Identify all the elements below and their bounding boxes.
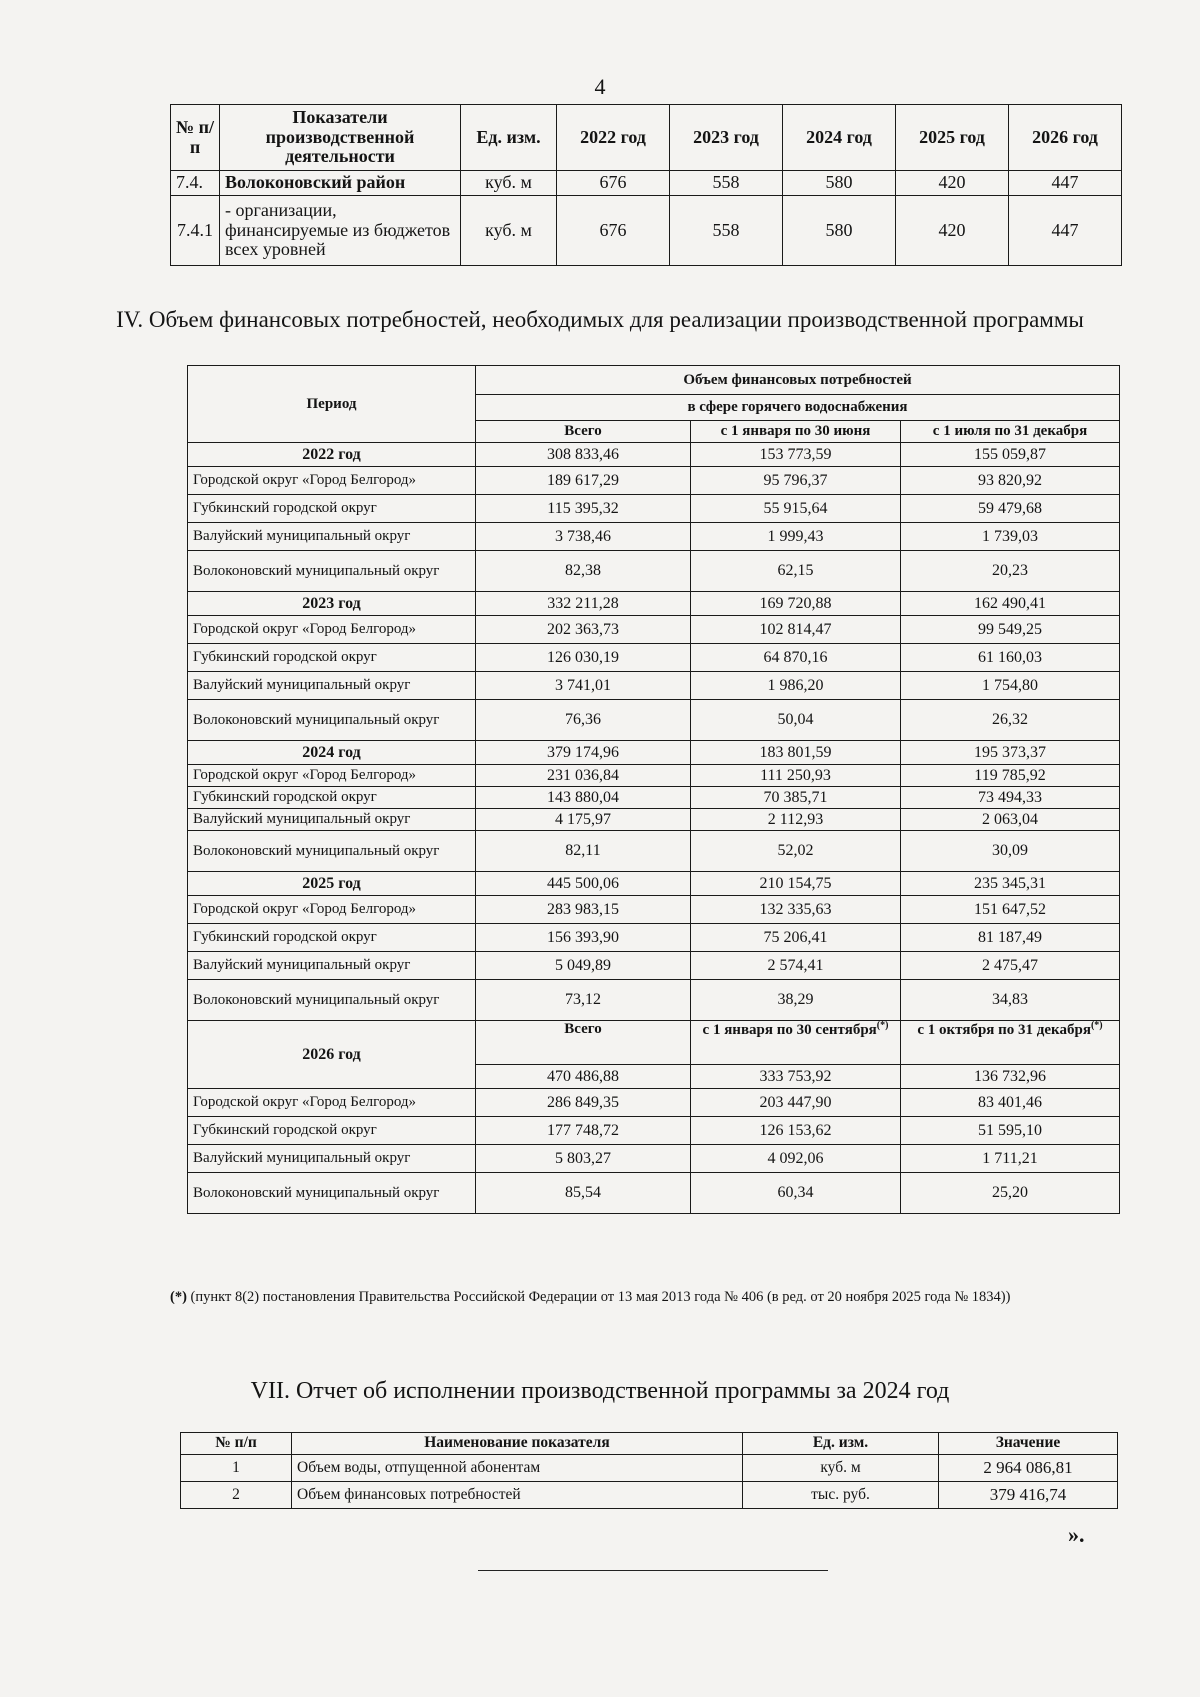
cell-value: 76,36 xyxy=(476,700,691,741)
cell-value: 143 880,04 xyxy=(476,787,691,809)
cell-value: 20,23 xyxy=(901,551,1120,592)
district-name: Волоконовский муниципальный округ xyxy=(188,831,476,872)
cell-value: 59 479,68 xyxy=(901,495,1120,523)
row-unit: куб. м xyxy=(461,171,557,196)
cell-value: 61 160,03 xyxy=(901,644,1120,672)
row-name: Волоконовский район xyxy=(220,171,461,196)
cell-value: 38,29 xyxy=(691,980,901,1021)
table-row xyxy=(188,672,1120,700)
cell-value: 558 xyxy=(670,171,783,196)
cell-value: 85,54 xyxy=(476,1173,691,1214)
district-name: Валуйский муниципальный округ xyxy=(188,523,476,551)
table-row xyxy=(188,495,1120,523)
cell-value: 95 796,37 xyxy=(691,467,901,495)
cell-value: 4 092,06 xyxy=(691,1145,901,1173)
district-name: Волоконовский муниципальный округ xyxy=(188,700,476,741)
col-header-text: с 1 января по 30 сентября xyxy=(702,1022,877,1038)
cell-value: 55 915,64 xyxy=(691,495,901,523)
cell-value: 177 748,72 xyxy=(476,1117,691,1145)
row-name: Объем финансовых потребностей xyxy=(292,1482,743,1509)
row-name: Объем воды, отпущенной абонентам xyxy=(292,1455,743,1482)
cell-value: 156 393,90 xyxy=(476,924,691,952)
sub-header: в сфере горячего водоснабжения xyxy=(476,395,1120,421)
year-header-row xyxy=(188,1021,1120,1065)
footnote-mark: (*) xyxy=(170,1289,187,1305)
table-row xyxy=(188,616,1120,644)
cell-value: 580 xyxy=(783,196,896,266)
cell-value: 308 833,46 xyxy=(476,443,691,467)
cell-value: 333 753,92 xyxy=(691,1065,901,1089)
cell-value: 676 xyxy=(557,196,670,266)
cell-value: 1 754,80 xyxy=(901,672,1120,700)
row-value: 2 964 086,81 xyxy=(939,1455,1118,1482)
cell-value: 195 373,37 xyxy=(901,741,1120,765)
table-row xyxy=(188,952,1120,980)
cell-value: 26,32 xyxy=(901,700,1120,741)
col-header-2022: 2022 год xyxy=(557,105,670,171)
row-unit: куб. м xyxy=(743,1455,939,1482)
cell-value: 153 773,59 xyxy=(691,443,901,467)
cell-value: 231 036,84 xyxy=(476,765,691,787)
row-num: 2 xyxy=(181,1482,292,1509)
cell-value: 379 174,96 xyxy=(476,741,691,765)
cell-value: 155 059,87 xyxy=(901,443,1120,467)
cell-value: 64 870,16 xyxy=(691,644,901,672)
cell-value: 30,09 xyxy=(901,831,1120,872)
footnote-ref: (*) xyxy=(1090,1020,1103,1031)
col-header-2026 xyxy=(691,1021,901,1065)
district-name: Волоконовский муниципальный округ xyxy=(188,551,476,592)
cell-value: 447 xyxy=(1009,196,1122,266)
col-header-text: Всего xyxy=(564,1021,602,1037)
cell-value: 4 175,97 xyxy=(476,809,691,831)
col-header-num: № п/п xyxy=(171,105,220,171)
cell-value: 445 500,06 xyxy=(476,872,691,896)
cell-value: 73 494,33 xyxy=(901,787,1120,809)
cell-value: 283 983,15 xyxy=(476,896,691,924)
closing-mark: ». xyxy=(1068,1522,1085,1547)
district-name: Валуйский муниципальный округ xyxy=(188,672,476,700)
cell-value: 99 549,25 xyxy=(901,616,1120,644)
table-row xyxy=(188,809,1120,831)
row-num: 7.4. xyxy=(171,171,220,196)
cell-value: 119 785,92 xyxy=(901,765,1120,787)
table-row xyxy=(188,1145,1120,1173)
table-row xyxy=(188,467,1120,495)
table-row xyxy=(188,924,1120,952)
execution-report-table xyxy=(180,1432,1118,1509)
district-name: Городской округ «Город Белгород» xyxy=(188,467,476,495)
cell-value: 82,38 xyxy=(476,551,691,592)
cell-value: 5 049,89 xyxy=(476,952,691,980)
cell-value: 50,04 xyxy=(691,700,901,741)
section-4-title-text: IV. Объем финансовых потребностей, необходимых для реализации производственной программы xyxy=(116,307,1084,332)
cell-value: 5 803,27 xyxy=(476,1145,691,1173)
footnote-text: (пункт 8(2) постановления Правительства Российской Федерации от 13 мая 2013 года № 406 (в ред. от 20 ноября 2025 года № 1834)) xyxy=(190,1289,1011,1305)
table-row xyxy=(188,644,1120,672)
cell-value: 81 187,49 xyxy=(901,924,1120,952)
cell-value: 2 475,47 xyxy=(901,952,1120,980)
cell-value: 126 153,62 xyxy=(691,1117,901,1145)
table-row xyxy=(188,980,1120,1021)
table-row xyxy=(188,551,1120,592)
district-name: Губкинский городской округ xyxy=(188,787,476,809)
cell-value: 420 xyxy=(896,171,1009,196)
cell-value: 60,34 xyxy=(691,1173,901,1214)
district-name: Волоконовский муниципальный округ xyxy=(188,980,476,1021)
col-header-2023: 2023 год xyxy=(670,105,783,171)
cell-value: 183 801,59 xyxy=(691,741,901,765)
col-header-2026 xyxy=(476,1021,691,1065)
year-label: 2026 год xyxy=(188,1021,476,1089)
year-total-row xyxy=(188,741,1120,765)
cell-value: 115 395,32 xyxy=(476,495,691,523)
district-name: Городской округ «Город Белгород» xyxy=(188,616,476,644)
cell-value: 25,20 xyxy=(901,1173,1120,1214)
cell-value: 162 490,41 xyxy=(901,592,1120,616)
cell-value: 203 447,90 xyxy=(691,1089,901,1117)
cell-value: 52,02 xyxy=(691,831,901,872)
table-row xyxy=(188,765,1120,787)
cell-value: 132 335,63 xyxy=(691,896,901,924)
col-header-text: с 1 октября по 31 декабря xyxy=(917,1022,1091,1038)
col-header-num: № п/п xyxy=(181,1433,292,1455)
table-row xyxy=(188,896,1120,924)
cell-value: 111 250,93 xyxy=(691,765,901,787)
divider-line xyxy=(478,1570,828,1571)
cell-value: 286 849,35 xyxy=(476,1089,691,1117)
cell-value: 210 154,75 xyxy=(691,872,901,896)
row-num: 7.4.1 xyxy=(171,196,220,266)
col-header-unit: Ед. изм. xyxy=(743,1433,939,1455)
cell-value: 126 030,19 xyxy=(476,644,691,672)
col-header-name: Наименование показателя xyxy=(292,1433,743,1455)
col-header: Всего xyxy=(476,421,691,443)
cell-value: 420 xyxy=(896,196,1009,266)
year-label: 2025 год xyxy=(188,872,476,896)
row-value: 379 416,74 xyxy=(939,1482,1118,1509)
district-name: Валуйский муниципальный округ xyxy=(188,809,476,831)
footnote-ref: (*) xyxy=(876,1020,889,1031)
table-row xyxy=(188,1173,1120,1214)
footnote xyxy=(170,1288,1118,1308)
table-row xyxy=(188,700,1120,741)
table-row xyxy=(188,831,1120,872)
district-name: Губкинский городской округ xyxy=(188,644,476,672)
cell-value: 75 206,41 xyxy=(691,924,901,952)
table-row xyxy=(171,171,1122,196)
year-label: 2023 год xyxy=(188,592,476,616)
year-total-row xyxy=(188,872,1120,896)
cell-value: 3 738,46 xyxy=(476,523,691,551)
col-header-indicator: Показатели производственной деятельности xyxy=(220,105,461,171)
table-row xyxy=(188,787,1120,809)
cell-value: 51 595,10 xyxy=(901,1117,1120,1145)
cell-value: 169 720,88 xyxy=(691,592,901,616)
production-indicators-table xyxy=(170,104,1122,266)
district-name: Губкинский городской округ xyxy=(188,924,476,952)
section-4-title xyxy=(0,306,1200,334)
col-header-2026 xyxy=(901,1021,1120,1065)
cell-value: 235 345,31 xyxy=(901,872,1120,896)
col-header-unit: Ед. изм. xyxy=(461,105,557,171)
table-row xyxy=(181,1482,1118,1509)
year-label: 2022 год xyxy=(188,443,476,467)
col-header: с 1 января по 30 июня xyxy=(691,421,901,443)
cell-value: 1 711,21 xyxy=(901,1145,1120,1173)
col-header-2026: 2026 год xyxy=(1009,105,1122,171)
cell-value: 151 647,52 xyxy=(901,896,1120,924)
row-unit: куб. м xyxy=(461,196,557,266)
district-name: Губкинский городской округ xyxy=(188,495,476,523)
district-name: Волоконовский муниципальный округ xyxy=(188,1173,476,1214)
cell-value: 70 385,71 xyxy=(691,787,901,809)
financial-needs-table xyxy=(187,365,1120,1214)
cell-value: 62,15 xyxy=(691,551,901,592)
col-header-2024: 2024 год xyxy=(783,105,896,171)
cell-value: 558 xyxy=(670,196,783,266)
table-row xyxy=(188,523,1120,551)
district-name: Губкинский городской округ xyxy=(188,1117,476,1145)
cell-value: 2 063,04 xyxy=(901,809,1120,831)
cell-value: 102 814,47 xyxy=(691,616,901,644)
cell-value: 580 xyxy=(783,171,896,196)
cell-value: 2 112,93 xyxy=(691,809,901,831)
col-header-value: Значение xyxy=(939,1433,1118,1455)
cell-value: 1 999,43 xyxy=(691,523,901,551)
cell-value: 189 617,29 xyxy=(476,467,691,495)
row-unit: тыс. руб. xyxy=(743,1482,939,1509)
table-row xyxy=(171,196,1122,266)
district-name: Городской округ «Город Белгород» xyxy=(188,765,476,787)
cell-value: 93 820,92 xyxy=(901,467,1120,495)
cell-value: 2 574,41 xyxy=(691,952,901,980)
cell-value: 34,83 xyxy=(901,980,1120,1021)
period-header: Период xyxy=(188,366,476,443)
cell-value: 3 741,01 xyxy=(476,672,691,700)
district-name: Валуйский муниципальный округ xyxy=(188,952,476,980)
cell-value: 1 986,20 xyxy=(691,672,901,700)
year-total-row xyxy=(188,592,1120,616)
page-number: 4 xyxy=(594,74,606,99)
header-row xyxy=(188,366,1120,395)
cell-value: 332 211,28 xyxy=(476,592,691,616)
table-row xyxy=(188,1117,1120,1145)
cell-value: 202 363,73 xyxy=(476,616,691,644)
cell-value: 470 486,88 xyxy=(476,1065,691,1089)
cell-value: 83 401,46 xyxy=(901,1089,1120,1117)
col-header: с 1 июля по 31 декабря xyxy=(901,421,1120,443)
cell-value: 73,12 xyxy=(476,980,691,1021)
table-row xyxy=(181,1455,1118,1482)
district-name: Городской округ «Город Белгород» xyxy=(188,896,476,924)
group-header: Объем финансовых потребностей xyxy=(476,366,1120,395)
col-header-2025: 2025 год xyxy=(896,105,1009,171)
district-name: Городской округ «Город Белгород» xyxy=(188,1089,476,1117)
row-name: - организации, финансируемые из бюджетов всех уровней xyxy=(220,196,461,266)
district-name: Валуйский муниципальный округ xyxy=(188,1145,476,1173)
cell-value: 82,11 xyxy=(476,831,691,872)
row-num: 1 xyxy=(181,1455,292,1482)
cell-value: 676 xyxy=(557,171,670,196)
cell-value: 1 739,03 xyxy=(901,523,1120,551)
cell-value: 136 732,96 xyxy=(901,1065,1120,1089)
year-label: 2024 год xyxy=(188,741,476,765)
cell-value: 447 xyxy=(1009,171,1122,196)
section-7-title: VII. Отчет об исполнении производственной программы за 2024 год xyxy=(250,1378,950,1404)
table-row xyxy=(188,1089,1120,1117)
year-total-row xyxy=(188,443,1120,467)
